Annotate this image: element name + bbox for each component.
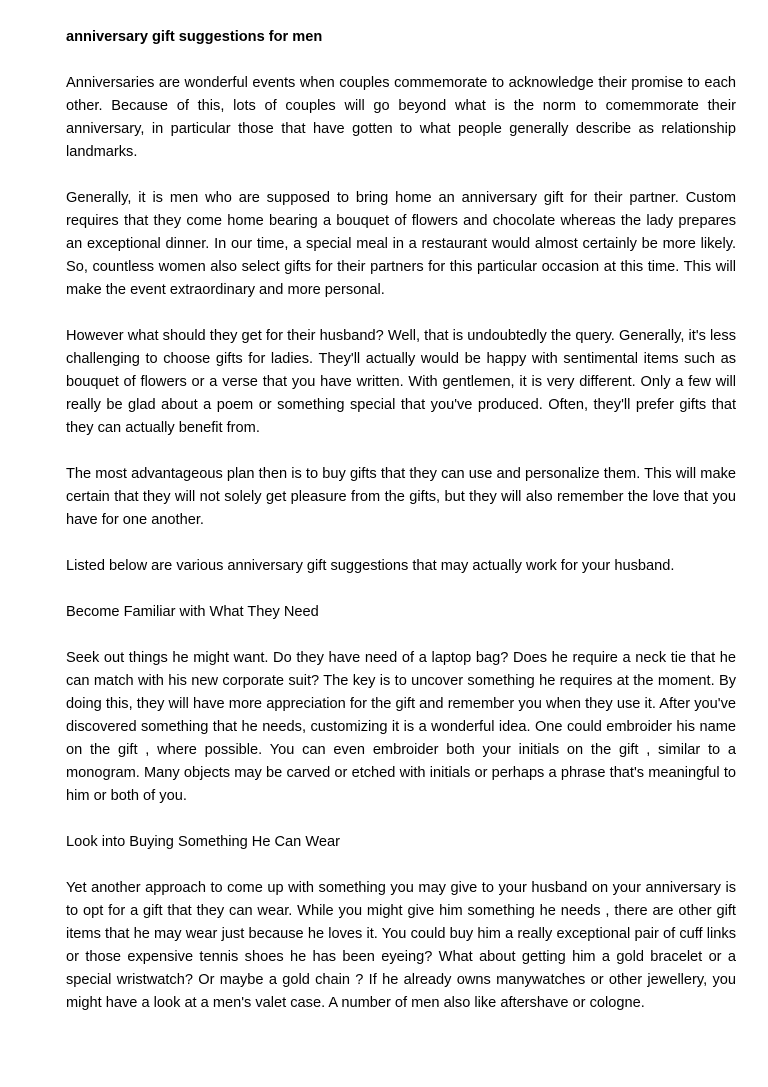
paragraph-personalize: The most advantageous plan then is to buy gifts that they can use and personalize them. This will make certain that they will not solely get pleasure from the gifts, but they will also remember the love that you have for one another. (66, 466, 736, 528)
paragraph-husband-question: However what should they get for their husband? Well, that is undoubtedly the query. Generally, it's less challenging to choose gifts for ladies. They'll actually would be happy with sentimental items such as bouquet of flowers or a verse that you have written. With gentlemen, it is very different. Only a few will really be glad about a poem or something special that you've produced. Often, they'll prefer gifts that they can actually benefit from. (66, 328, 736, 436)
document-page (66, 26, 736, 1038)
paragraph-wear: Yet another approach to come up with something you may give to your husband on your anniversary is to opt for a gift that they can wear. While you might give him something he needs , there are other gift items that he may wear just because he loves it. You could buy him a really exceptional pair of cuff links or those expensive tennis shoes he has been eyeing? What about getting him a gold bracelet or a special wristwatch? Or maybe a gold chain ? If he already owns manywatches or other jewellery, you might have a look at a men's valet case. A number of men also like aftershave or cologne. (66, 880, 736, 1011)
section-heading-needs: Become Familiar with What They Need (66, 604, 319, 620)
paragraph-tradition: Generally, it is men who are supposed to bring home an anniversary gift for their partner. Custom requires that they come home bearing a bouquet of flowers and chocolate whereas the lady prepares an exceptional dinner. In our time, a special meal in a restaurant would almost certainly be more likely. So, countless women also select gifts for their partners for this particular occasion at this time. This will make the event extraordinary and more personal. (66, 190, 736, 298)
paragraph-intro: Anniversaries are wonderful events when couples commemorate to acknowledge their promise to each other. Because of this, lots of couples will go beyond what is the norm to comemmorate their anniversary, in particular those that have gotten to what people generally describe as relationship landmarks. (66, 75, 736, 160)
paragraph-needs: Seek out things he might want. Do they have need of a laptop bag? Does he require a neck tie that he can match with his new corporate suit? The key is to uncover something he requires at the moment. By doing this, they will have more appreciation for the gift and remember you when they use it. After you've discovered something that he needs, customizing it is a wonderful idea. One could embroider his name on the gift , where possible. You can even embroider both your initials on the gift , similar to a monogram. Many objects may be carved or etched with initials or perhaps a phrase that's meaningful to him or both of you. (66, 650, 736, 804)
paragraph-listed-below: Listed below are various anniversary gift suggestions that may actually work for your husband. (66, 558, 675, 574)
document-title: anniversary gift suggestions for men (66, 29, 323, 45)
section-heading-wear: Look into Buying Something He Can Wear (66, 834, 340, 850)
